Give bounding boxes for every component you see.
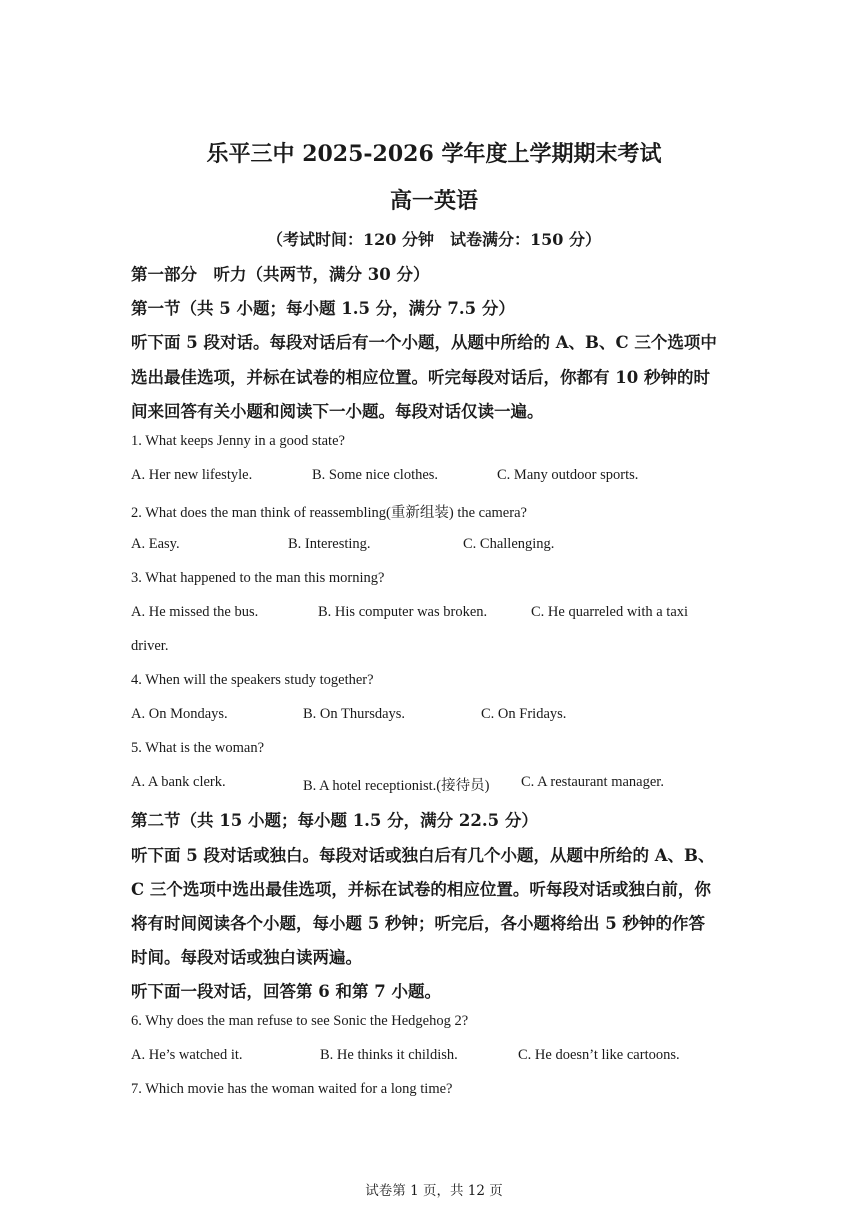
- section1-instruction-line: 选出最佳选项，并标在试卷的相应位置。听完每段对话后，你都有 10 秒钟的时: [131, 368, 710, 387]
- option-c: C. A restaurant manager.: [521, 774, 664, 790]
- section2-instruction-line: 听下面 5 段对话或独白。每段对话或独白后有几个小题，从题中所给的 A、B、: [131, 846, 715, 865]
- option-b: B. On Thursdays.: [303, 706, 406, 722]
- option-b: B. He thinks it childish.: [320, 1047, 458, 1063]
- option-c: C. He quarreled with a taxi: [531, 604, 689, 620]
- part1-heading: 第一部分 听力（共两节，满分 30 分）: [131, 265, 430, 284]
- exam-info: （考试时间：120 分钟 试卷满分：150 分）: [267, 230, 601, 249]
- question-stem: 3. What happened to the man this morning?: [131, 570, 385, 586]
- option-a: A. Her new lifestyle.: [131, 467, 253, 483]
- question-stem: 6. Why does the man refuse to see Sonic the Hedgehog 2?: [131, 1013, 469, 1029]
- option-c-continuation: driver.: [131, 638, 169, 654]
- option-b: B. Some nice clothes.: [312, 467, 439, 483]
- exam-subject: 高一英语: [389, 188, 478, 214]
- option-a: A. He missed the bus.: [131, 604, 259, 620]
- option-c: C. He doesn’t like cartoons.: [518, 1047, 680, 1063]
- option-b: B. Interesting.: [288, 536, 371, 552]
- option-a: A. Easy.: [131, 536, 180, 552]
- option-b: B. A hotel receptionist.(接待员): [303, 778, 490, 794]
- option-c: C. On Fridays.: [481, 706, 567, 722]
- option-c: C. Challenging.: [463, 536, 555, 552]
- option-a: A. On Mondays.: [131, 706, 228, 722]
- section2-heading: 第二节（共 15 小题；每小题 1.5 分，满分 22.5 分）: [131, 811, 538, 830]
- option-a: A. A bank clerk.: [131, 774, 226, 790]
- option-a: A. He’s watched it.: [131, 1047, 243, 1063]
- section1-heading: 第一节（共 5 小题；每小题 1.5 分，满分 7.5 分）: [131, 299, 515, 318]
- question-stem: 4. When will the speakers study together?: [131, 672, 374, 688]
- section2-instruction-line: 时间。每段对话或独白读两遍。: [131, 948, 362, 967]
- exam-title: 乐平三中 2025-2026 学年度上学期期末考试: [206, 141, 662, 167]
- section1-instruction-line: 听下面 5 段对话。每段对话后有一个小题，从题中所给的 A、B、C 三个选项中: [131, 333, 717, 352]
- option-b: B. His computer was broken.: [318, 604, 488, 620]
- page-footer: 试卷第 1 页，共 12 页: [365, 1183, 503, 1199]
- question-stem: 2. What does the man think of reassembling(重新组装) the camera?: [131, 505, 527, 521]
- question-stem: 1. What keeps Jenny in a good state?: [131, 433, 345, 449]
- section2-instruction-line: 将有时间阅读各个小题，每小题 5 秒钟；听完后，各小题将给出 5 秒钟的作答: [131, 914, 705, 933]
- option-c: C. Many outdoor sports.: [497, 467, 639, 483]
- section1-instruction-line: 间来回答有关小题和阅读下一小题。每段对话仅读一遍。: [131, 402, 544, 421]
- question-stem: 5. What is the woman?: [131, 740, 265, 756]
- question-group-heading: 听下面一段对话，回答第 6 和第 7 小题。: [131, 982, 441, 1001]
- section2-instruction-line: C 三个选项中选出最佳选项，并标在试卷的相应位置。听每段对话或独白前，你: [131, 880, 711, 899]
- question-stem: 7. Which movie has the woman waited for a long time?: [131, 1081, 453, 1097]
